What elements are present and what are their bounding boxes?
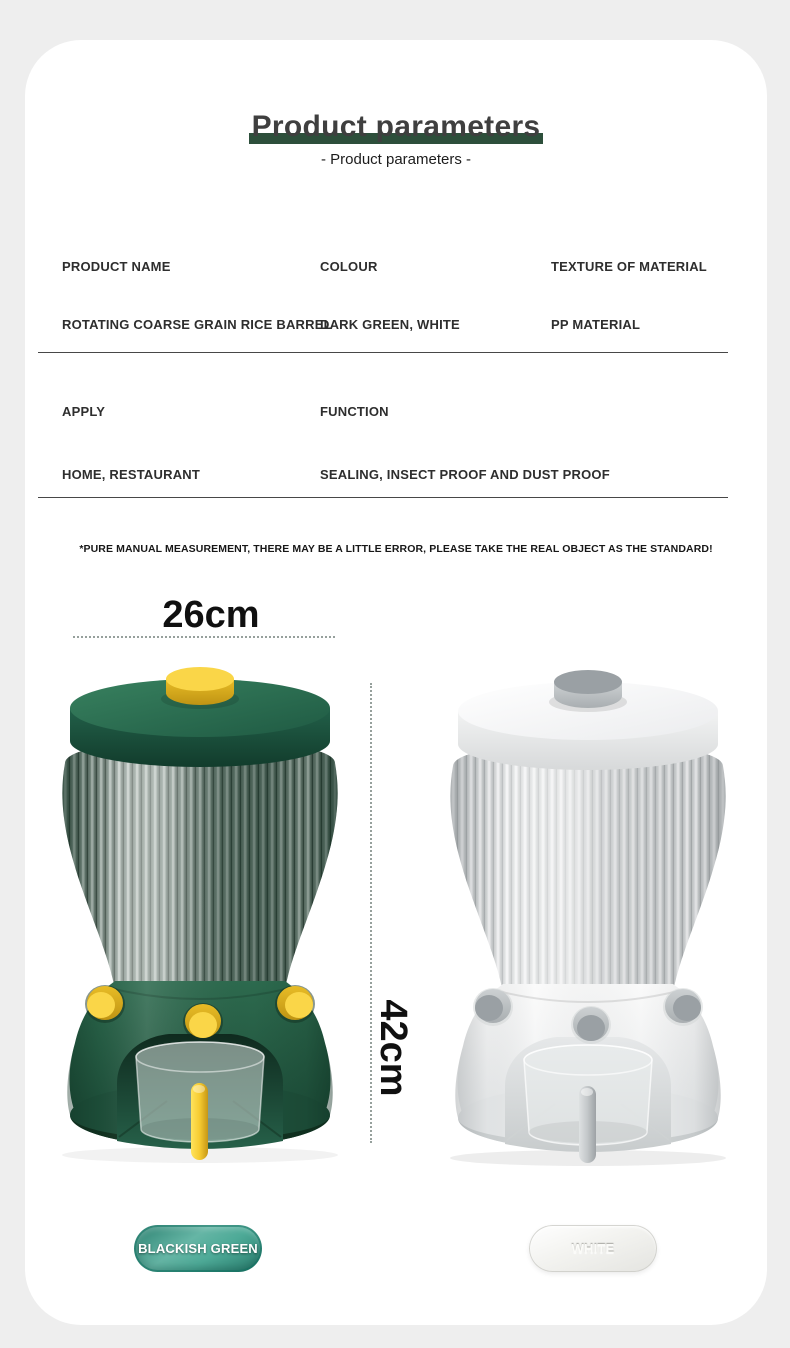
lid-group: [458, 670, 718, 770]
content-card: [25, 40, 767, 1325]
lid-knob: [166, 667, 234, 705]
spec-value-apply: HOME, RESTAURANT: [62, 467, 201, 482]
dispense-lever: [579, 1086, 596, 1163]
spec-label-texture: TEXTURE OF MATERIAL: [551, 259, 707, 274]
divider-line-2: [38, 497, 728, 498]
lid-group: [70, 667, 330, 767]
dispense-lever: [191, 1083, 208, 1160]
lid-knob: [554, 670, 622, 708]
measurement-note: *PURE MANUAL MEASUREMENT, THERE MAY BE A LITTLE ERROR, PLEASE TAKE THE REAL OBJECT AS THE STANDARD!: [79, 543, 713, 555]
divider-line-1: [38, 352, 728, 353]
spec-value-texture: PP MATERIAL: [551, 317, 641, 332]
width-dimension-line: [73, 636, 335, 638]
spec-label-apply: APPLY: [62, 404, 106, 419]
spec-label-colour: COLOUR: [320, 259, 378, 274]
page-title: Product parameters: [251, 110, 541, 143]
page-subtitle: - Product parameters -: [320, 151, 472, 168]
spec-label-function: FUNCTION: [320, 404, 389, 419]
spec-value-colour: DARK GREEN, WHITE: [320, 317, 460, 332]
product-image-white: [443, 666, 733, 1166]
spec-label-product-name: PRODUCT NAME: [62, 259, 171, 274]
title-block: [25, 110, 767, 168]
color-badge-label: BLACKISH GREEN: [138, 1241, 258, 1256]
product-image-dark-green: [55, 663, 345, 1163]
base-group: [455, 984, 720, 1163]
width-dimension-label: 26cm: [162, 594, 260, 636]
color-badge-white: [529, 1225, 657, 1272]
color-badge-blackish-green: [134, 1225, 262, 1272]
barrel: [450, 741, 725, 992]
color-badge-label: WHITE: [571, 1241, 615, 1256]
spec-value-function: SEALING, INSECT PROOF AND DUST PROOF: [320, 467, 610, 482]
height-dimension-label: 42cm: [372, 999, 414, 1097]
base-group: [67, 981, 332, 1160]
barrel: [62, 738, 337, 989]
spec-value-product-name: ROTATING COARSE GRAIN RICE BARREL: [62, 317, 332, 332]
